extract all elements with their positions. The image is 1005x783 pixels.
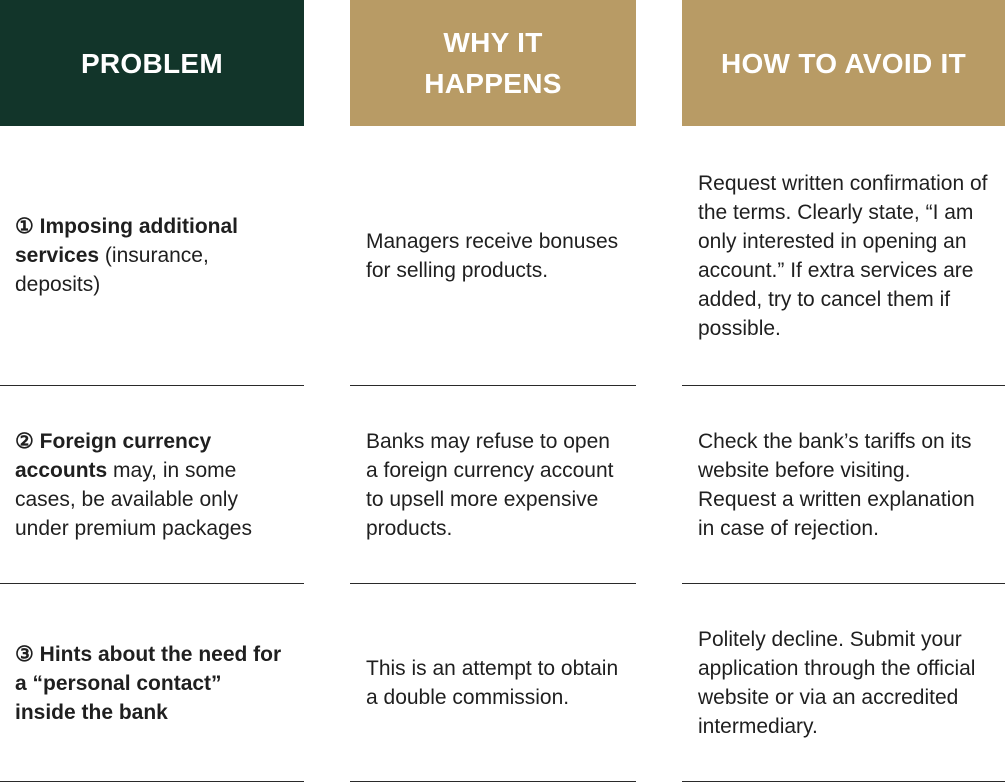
row-divider — [682, 385, 1005, 386]
row-divider — [0, 385, 304, 386]
row-1-how-cell — [682, 126, 1005, 385]
row-2-problem-text — [15, 427, 286, 543]
row-3-problem-bold: ③ Hints about the need for a “personal contact” inside the bank — [15, 642, 282, 724]
row-divider — [0, 781, 304, 782]
header-problem — [0, 0, 304, 126]
row-divider — [350, 781, 636, 782]
row-2-problem-rest: may, in some cases, be available only under premium packages — [15, 458, 252, 540]
header-problem-label: PROBLEM — [80, 47, 224, 79]
header-why-label: WHY IT HAPPENS — [424, 27, 562, 99]
row-3-how-cell — [682, 584, 1005, 782]
row-1-problem-bold: ① Imposing additional services — [15, 215, 238, 267]
row-3-why-cell — [350, 584, 636, 782]
row-1-why-text: Managers receive bonuses for selling products. — [366, 229, 619, 282]
row-3-problem-text — [15, 640, 286, 727]
row-1-why-cell — [350, 126, 636, 385]
row-divider — [682, 583, 1005, 584]
row-2-why-cell — [350, 386, 636, 583]
row-3-problem-cell — [0, 584, 304, 782]
header-how-label: HOW TO AVOID IT — [720, 47, 967, 79]
row-3-how-text: Politely decline. Submit your application through the official website or via an accredited intermediary. — [698, 628, 976, 738]
row-divider — [682, 781, 1005, 782]
header-how-to-avoid — [682, 0, 1005, 126]
row-2-how-cell — [682, 386, 1005, 583]
row-1-how-text: Request written confirmation of the terms. Clearly state, “I am only interested in opening an account.” If extra services are added, try to cancel them if possible. — [698, 171, 988, 340]
row-1-problem-text — [15, 212, 286, 299]
row-2-why-text: Banks may refuse to open a foreign currency account to upsell more expensive products. — [366, 429, 614, 540]
header-why-it-happens — [350, 0, 636, 126]
row-divider — [350, 583, 636, 584]
row-2-how-text: Check the bank’s tariffs on its website before visiting. Request a written explanation in case of rejection. — [698, 429, 975, 540]
row-divider — [350, 385, 636, 386]
row-2-problem-cell — [0, 386, 304, 583]
row-2-problem-bold: ② Foreign currency accounts — [15, 429, 212, 482]
row-3-why-text: This is an attempt to obtain a double commission. — [366, 657, 619, 709]
row-1-problem-cell — [0, 126, 304, 385]
row-divider — [0, 583, 304, 584]
row-1-problem-rest: (insurance, deposits) — [15, 244, 209, 296]
